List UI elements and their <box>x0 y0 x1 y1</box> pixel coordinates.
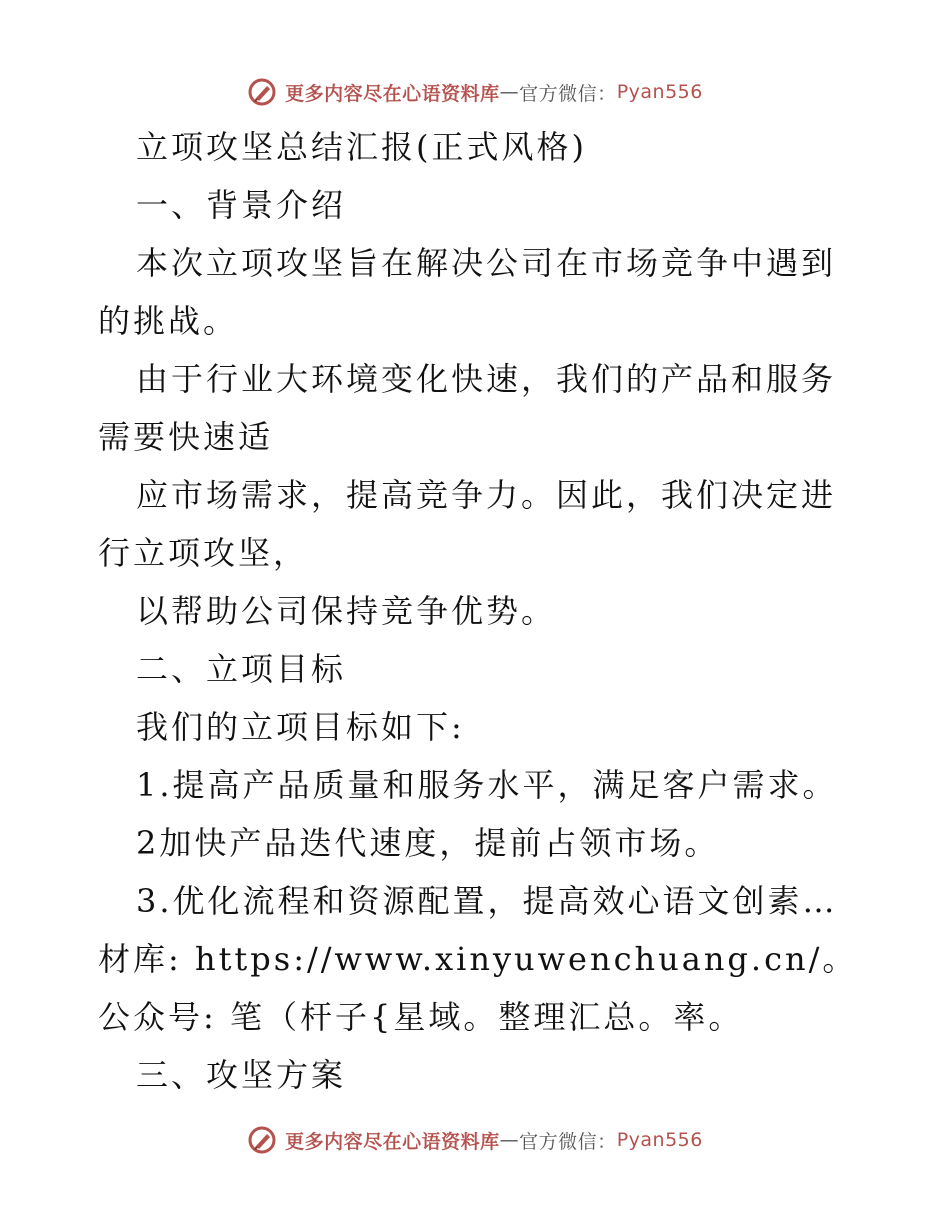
paragraph-line: 以帮助公司保持竞争优势。 <box>136 592 557 630</box>
watermark-separator: — <box>499 1129 520 1151</box>
watermark-main-text: 更多内容尽在心语资料库 <box>285 82 500 105</box>
pen-logo-icon <box>247 1125 277 1155</box>
document-title: 立项攻坚总结汇报(正式风格) <box>136 128 587 166</box>
paragraph-line: 我们的立项目标如下: <box>136 708 465 746</box>
section-heading-goals: 二、立项目标 <box>136 650 347 688</box>
header-watermark <box>0 72 950 112</box>
watermark-main-text: 更多内容尽在心语资料库 <box>285 1130 500 1153</box>
section-heading-plan: 三、攻坚方案 <box>136 1056 347 1094</box>
footer-watermark <box>0 1120 950 1160</box>
section-heading-background: 一、背景介绍 <box>136 186 347 224</box>
watermark-contact-label: 官方微信： <box>519 82 617 105</box>
list-item: 3.优化流程和资源配置，提高效心语文创素…材库: https://www.xinyuwenchuang.cn/。公众号: 笔（杆子{星域。整理汇总。率。 <box>98 882 858 1036</box>
list-item: 1.提高产品质量和服务水平，满足客户需求。 <box>136 766 838 804</box>
watermark-contact-label: 官方微信： <box>519 1130 617 1153</box>
paragraph-line: 由于行业大环境变化快速，我们的产品和服务需要快速适 <box>98 360 837 456</box>
paragraph-line: 本次立项攻坚旨在解决公司在市场竞争中遇到的挑战。 <box>98 244 837 340</box>
paragraph-line: 应市场需求，提高竞争力。因此，我们决定进行立项攻坚， <box>98 476 837 572</box>
watermark-wechat-id: Pyan556 <box>616 81 703 103</box>
document-body <box>98 118 858 1104</box>
watermark-separator: — <box>499 81 520 103</box>
watermark-wechat-id: Pyan556 <box>616 1129 703 1151</box>
pen-logo-icon <box>247 77 277 107</box>
list-item: 2加快产品迭代速度，提前占领市场。 <box>136 824 720 862</box>
